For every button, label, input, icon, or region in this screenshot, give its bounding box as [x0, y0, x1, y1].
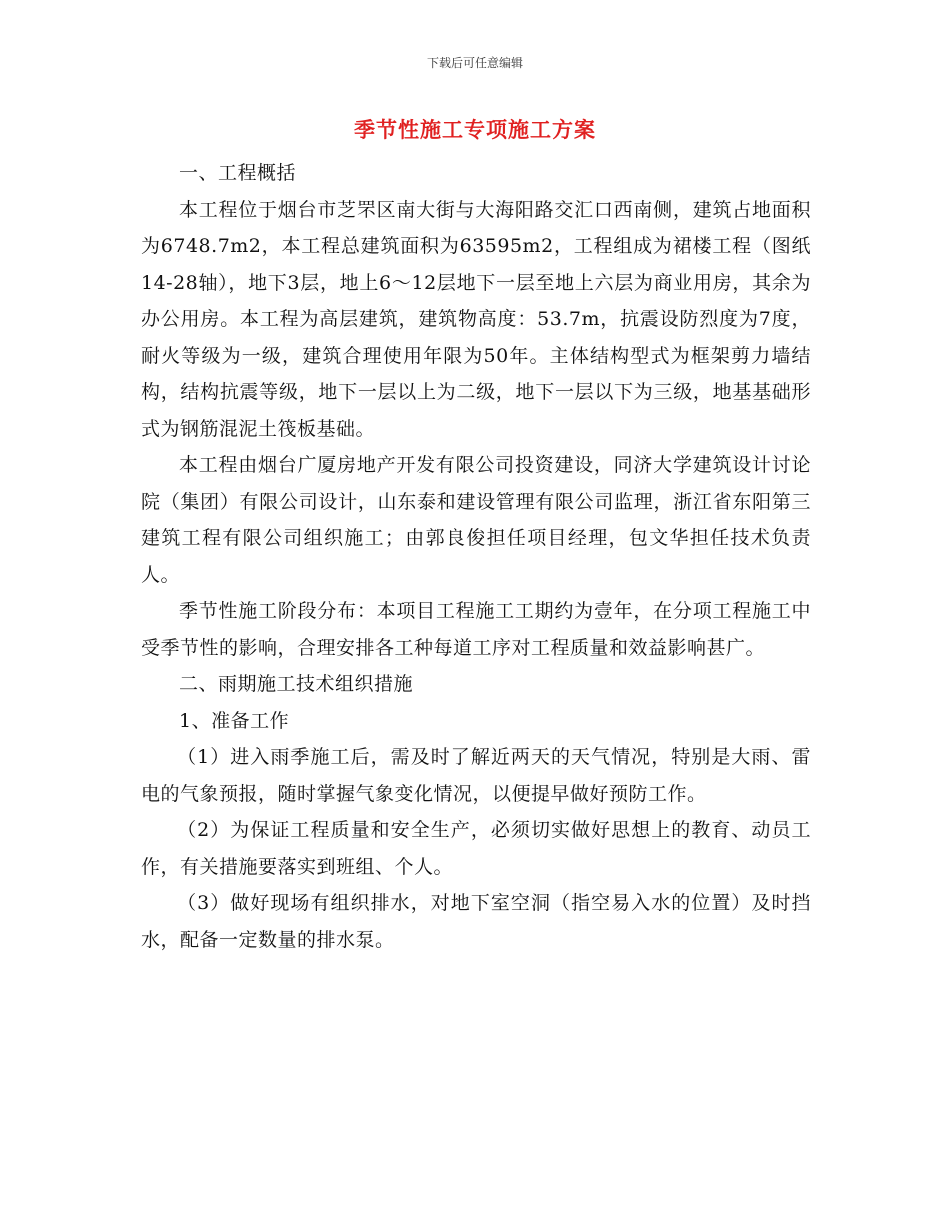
list-item-weather-forecast: （1）进入雨季施工后，需及时了解近两天的天气情况，特别是大雨、雷电的气象预报，随时掌握气象变化情况，以便提早做好预防工作。 — [141, 746, 811, 805]
document-title: 季节性施工专项施工方案 — [354, 118, 596, 142]
subsection-heading-preparation: 1、准备工作 — [179, 709, 290, 732]
paragraph-project-parties: 本工程由烟台广厦房地产开发有限公司投资建设，同济大学建筑设计讨论院（集团）有限公司设计，山东泰和建设管理有限公司监理，浙江省东阳第三建筑工程有限公司组织施工；由郭良俊担任项目经理，包文华担任技术负责人。 — [141, 454, 811, 586]
document-body — [141, 155, 811, 958]
list-item-drainage: （3）做好现场有组织排水，对地下室空洞（指空易入水的位置）及时挡水，配备一定数量的排水泵。 — [141, 892, 811, 951]
page-header-note: 下载后可任意编辑 — [426, 56, 523, 70]
list-item-safety-education: （2）为保证工程质量和安全生产，必须切实做好思想上的教育、动员工作，有关措施要落实到班组、个人。 — [141, 819, 811, 878]
section-heading-overview: 一、工程概括 — [179, 162, 297, 184]
paragraph-project-location: 本工程位于烟台市芝罘区南大街与大海阳路交汇口西南侧，建筑占地面积为6748.7m2，本工程总建筑面积为63595m2，工程组成为裙楼工程（图纸14-28轴），地下3层，地上6～12层地下一层至地上六层为商业用房，其余为办公用房。本工程为高层建筑，建筑物高度：53.7m，抗震设防烈度为7度，耐火等级为一级，建筑合理使用年限为50年。主体结构型式为框架剪力墙结构，结构抗震等级，地下一层以上为二级，地下一层以下为三级，地基基础形式为钢筋混泥土筏板基础。 — [141, 198, 811, 440]
section-heading-rainy-season: 二、雨期施工技术组织措施 — [179, 673, 414, 695]
paragraph-seasonal-phase: 季节性施工阶段分布：本项目工程施工工期约为壹年，在分项工程施工中受季节性的影响，合理安排各工种每道工序对工程质量和效益影响甚广。 — [141, 600, 811, 659]
